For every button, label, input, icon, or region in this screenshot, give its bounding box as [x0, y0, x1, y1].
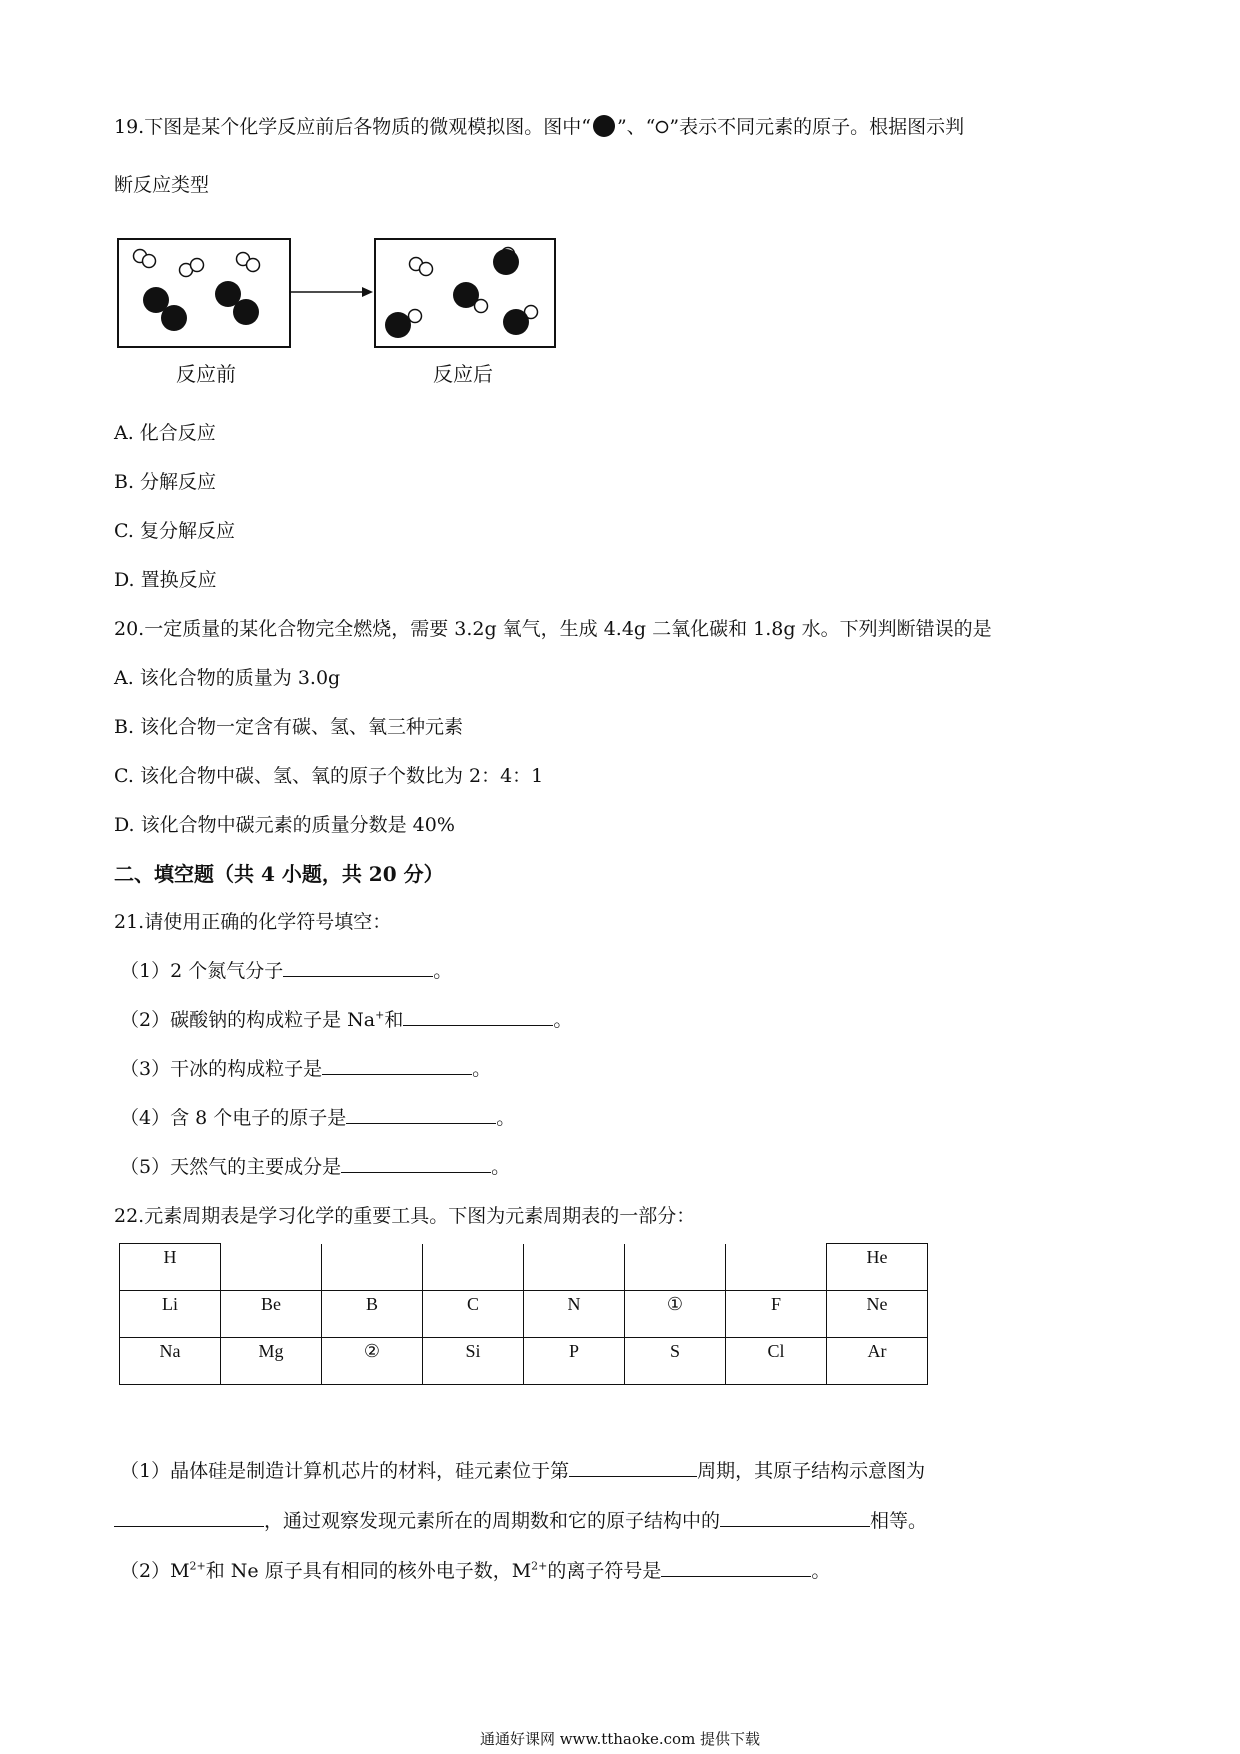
caption-after: 反应后 — [433, 362, 493, 386]
q21-item-2: （2）碳酸钠的构成粒子是 Na+和 。 — [120, 1005, 572, 1032]
q19-option-b: B. 分解反应 — [114, 471, 217, 493]
q21-item-1: （1）2 个氮气分子 。 — [120, 956, 452, 983]
table-cell: Be — [221, 1291, 322, 1338]
q22-part-2: $(2)M^{2+}$和 Ne 原子具有相同的核外电子数，$M^{2+}$的离子符号是 。 — [120, 1556, 830, 1583]
after-reaction-box — [374, 238, 556, 348]
answer-blank[interactable] — [114, 1507, 264, 1527]
q21-item-5: （5）天然气的主要成分是 。 — [120, 1152, 510, 1179]
table-cell: He — [827, 1244, 928, 1291]
white-atom-icon — [655, 120, 669, 134]
q19-stem-line2: 断反应类型 — [114, 174, 210, 196]
q22-part-1-line2: ，通过观察发现元素所在的周期数和它的原子结构中的 相等。 — [114, 1506, 927, 1533]
answer-blank[interactable] — [283, 957, 433, 977]
answer-blank[interactable] — [661, 1557, 811, 1577]
table-row — [120, 1338, 928, 1385]
q19-option-a: A. 化合反应 — [114, 422, 216, 444]
after-molecules — [376, 240, 554, 346]
table-cell: C — [423, 1291, 524, 1338]
table-cell: Cl — [726, 1338, 827, 1385]
answer-blank[interactable] — [341, 1153, 491, 1173]
section-title: 二、填空题（共 4 小题，共 20 分） — [114, 862, 444, 886]
answer-blank[interactable] — [346, 1104, 496, 1124]
table-cell: S — [625, 1338, 726, 1385]
table-cell: Si — [423, 1338, 524, 1385]
table-cell: Mg — [221, 1338, 322, 1385]
table-cell: P — [524, 1338, 625, 1385]
black-atom-icon — [591, 114, 617, 138]
table-cell: F — [726, 1291, 827, 1338]
q20-option-c: C. 该化合物中碳、氢、氧的原子个数比为 2：4：1 — [114, 765, 544, 787]
q20-option-a: A. 该化合物的质量为 3.0g — [114, 667, 341, 689]
page-footer: 通通好课网 www.tthaoke.com 提供下载 — [479, 1730, 761, 1748]
q22-stem: 22.元素周期表是学习化学的重要工具。下图为元素周期表的一部分： — [114, 1205, 696, 1227]
q22-part-1-line1: （1）晶体硅是制造计算机芯片的材料，硅元素位于第 周期，其原子结构示意图为 — [120, 1456, 925, 1483]
q19-option-d: D. 置换反应 — [114, 569, 217, 591]
table-cell: B — [322, 1291, 423, 1338]
periodic-table — [119, 1243, 928, 1385]
table-cell: N — [524, 1291, 625, 1338]
q20-stem: 20.一定质量的某化合物完全燃烧，需要 3.2g 氧气，生成 4.4g 二氧化碳和 1.8g 水。下列判断错误的是 — [114, 618, 992, 640]
before-molecules — [119, 240, 289, 346]
table-row — [120, 1244, 928, 1291]
q19-option-c: C. 复分解反应 — [114, 520, 235, 542]
q21-stem: 21.请使用正确的化学符号填空： — [114, 911, 392, 933]
q19-stem-line1: 19.下图是某个化学反应前后各物质的微观模拟图。图中“ ”、“ ”表示不同元素的原子。根据图示判 — [114, 116, 965, 138]
table-cell: ① — [625, 1291, 726, 1338]
table-cell: Na — [120, 1338, 221, 1385]
answer-blank[interactable] — [322, 1055, 472, 1075]
q20-option-b: B. 该化合物一定含有碳、氢、氧三种元素 — [114, 716, 464, 738]
table-cell: Ne — [827, 1291, 928, 1338]
q21-item-4: （4）含 8 个电子的原子是 。 — [120, 1103, 515, 1130]
table-cell: H — [120, 1244, 221, 1291]
answer-blank[interactable] — [720, 1507, 870, 1527]
before-reaction-box — [117, 238, 291, 348]
caption-before: 反应前 — [176, 362, 236, 386]
table-row — [120, 1291, 928, 1338]
table-cell: ② — [322, 1338, 423, 1385]
table-cell: Li — [120, 1291, 221, 1338]
q20-option-d: D. 该化合物中碳元素的质量分数是 40% — [114, 814, 455, 836]
table-cell: Ar — [827, 1338, 928, 1385]
answer-blank[interactable] — [569, 1457, 697, 1477]
reaction-arrow-icon — [288, 285, 374, 299]
q21-item-3: （3）干冰的构成粒子是 。 — [120, 1054, 491, 1081]
answer-blank[interactable] — [403, 1006, 553, 1026]
